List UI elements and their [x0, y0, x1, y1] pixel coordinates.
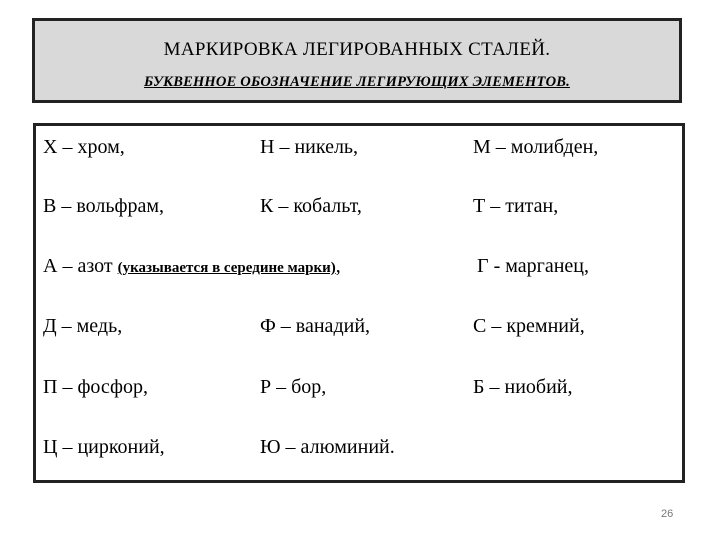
- table-row: [36, 436, 682, 466]
- element-silicon: С – кремний,: [473, 315, 585, 337]
- element-nickel: Н – никель,: [260, 136, 359, 158]
- element-phosphorus: П – фосфор,: [43, 376, 148, 398]
- nitrogen-note: (указывается в середине марки): [117, 260, 336, 276]
- element-zirconium: Ц – цирконий,: [43, 436, 165, 458]
- element-vanadium: Ф – ванадий,: [260, 315, 371, 337]
- slide-subtitle: БУКВЕННОЕ ОБОЗНАЧЕНИЕ ЛЕГИРУЮЩИХ ЭЛЕМЕНТОВ.: [144, 74, 570, 90]
- element-boron: Р – бор,: [260, 376, 327, 398]
- element-molybdenum: М – молибден,: [473, 136, 599, 158]
- table-row: [36, 136, 682, 166]
- element-manganese: Г - марганец,: [477, 255, 589, 277]
- table-row: [36, 315, 682, 345]
- element-cobalt: К – кобальт,: [260, 195, 362, 217]
- element-nitrogen-entry: [43, 255, 341, 278]
- table-row: [36, 255, 682, 285]
- slide-title: МАРКИРОВКА ЛЕГИРОВАННЫХ СТАЛЕЙ.: [163, 39, 551, 60]
- title-banner: [32, 18, 682, 103]
- element-chromium: Х – хром,: [43, 136, 125, 158]
- table-row: [36, 195, 682, 225]
- element-nitrogen: А – азот: [43, 255, 113, 277]
- nitrogen-note-comma: ,: [335, 255, 341, 277]
- element-copper: Д – медь,: [43, 315, 123, 337]
- element-titanium: Т – титан,: [473, 195, 559, 217]
- element-tungsten: В – вольфрам,: [43, 195, 164, 217]
- page-number: 26: [661, 508, 674, 520]
- element-aluminium: Ю – алюминий.: [260, 436, 395, 458]
- elements-table: [33, 123, 685, 483]
- element-niobium: Б – ниобий,: [473, 376, 573, 398]
- table-row: [36, 376, 682, 406]
